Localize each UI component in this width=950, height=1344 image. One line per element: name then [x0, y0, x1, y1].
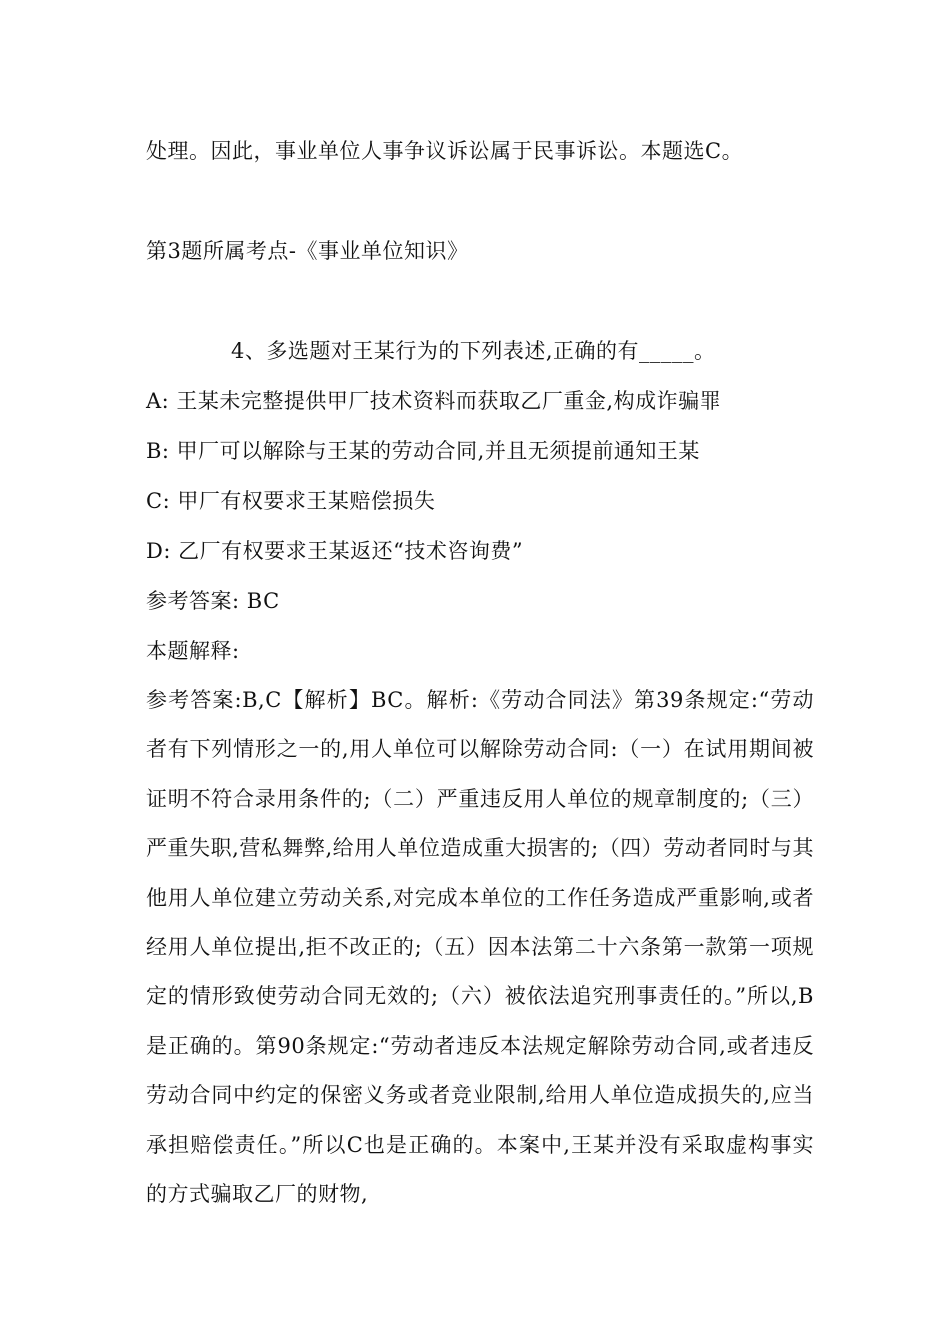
- explanation-body: 参考答案:B,C【解析】BC。解析:《劳动合同法》第39条规定:“劳动者有下列情形之一的,用人单位可以解除劳动合同:（一）在试用期间被证明不符合录用条件的;（二）严重违反用人单位的规章制度的;（三）严重失职,营私舞弊,给用人单位造成重大损害的;（四）劳动者同时与其他用人单位建立劳动关系,对完成本单位的工作任务造成严重影响,或者经用人单位提出,拒不改正的;（五）因本法第二十六条第一款第一项规定的情形致使劳动合同无效的;（六）被依法追究刑事责任的。”所以,B是正确的。第90条规定:“劳动者违反本法规定解除劳动合同,或者违反劳动合同中约定的保密义务或者竞业限制,给用人单位造成损失的,应当承担赔偿责任。”所以C也是正确的。本案中,王某并没有采取虚构事实的方式骗取乙厂的财物,: [146, 688, 814, 1207]
- previous-explanation-tail: 处理。因此，事业单位人事争议诉讼属于民事诉讼。本题选C。: [146, 139, 744, 163]
- question-3-topic: 第3题所属考点-《事业单位知识》: [146, 239, 469, 263]
- explanation-label: 本题解释:: [146, 639, 240, 663]
- reference-answer: 参考答案: BC: [146, 589, 280, 613]
- option-d: D: 乙厂有权要求王某返还“技术咨询费”: [146, 539, 524, 563]
- option-a: A: 王某未完整提供甲厂技术资料而获取乙厂重金,构成诈骗罪: [146, 389, 722, 413]
- question-4-stem: 4、多选题对王某行为的下列表述,正确的有_____。: [231, 339, 716, 363]
- option-b: B: 甲厂可以解除与王某的劳动合同,并且无须提前通知王某: [146, 439, 700, 463]
- option-c: C: 甲厂有权要求王某赔偿损失: [146, 489, 436, 513]
